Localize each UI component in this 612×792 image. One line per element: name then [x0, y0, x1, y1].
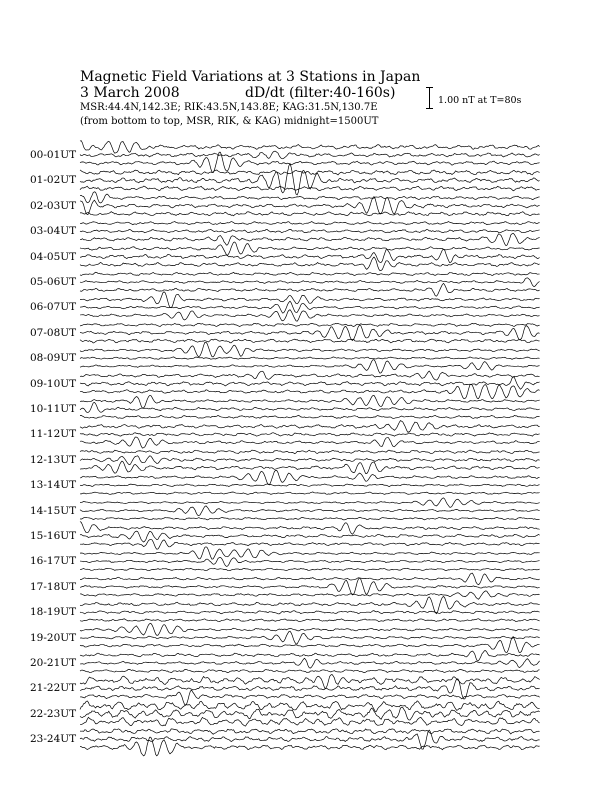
station-order-note: (from bottom to top, MSR, RIK, & KAG) midnight=1500UT	[80, 116, 379, 127]
trace-rik-04-05UT	[80, 249, 540, 262]
trace-msr-16-17UT	[80, 568, 540, 570]
trace-rik-01-02UT	[80, 164, 540, 195]
trace-msr-20-21UT	[80, 669, 540, 672]
row-label: 20-21UT	[30, 657, 77, 669]
trace-rik-10-11UT	[80, 402, 540, 412]
trace-rik-19-20UT	[80, 631, 540, 644]
trace-kag-22-23UT	[80, 701, 540, 712]
trace-rik-09-10UT	[80, 377, 540, 390]
row-label: 01-02UT	[30, 174, 77, 187]
row-label: 11-12UT	[30, 428, 77, 441]
trace-kag-20-21UT	[80, 651, 540, 661]
trace-rik-08-09UT	[80, 357, 540, 359]
trace-rik-00-01UT	[80, 151, 540, 159]
row-label: 07-08UT	[30, 326, 77, 339]
trace-kag-23-24UT	[80, 729, 540, 734]
trace-kag-00-01UT	[80, 141, 540, 154]
trace-msr-06-07UT	[80, 310, 540, 321]
trace-msr-19-20UT	[80, 637, 540, 653]
trace-rik-07-08UT	[80, 325, 540, 340]
trace-kag-17-18UT	[80, 573, 540, 585]
trace-rik-16-17UT	[80, 557, 540, 566]
row-label: 16-17UT	[30, 555, 77, 568]
row-label: 06-07UT	[30, 301, 77, 314]
row-label: 15-16UT	[30, 530, 77, 542]
trace-kag-10-11UT	[80, 395, 540, 408]
row-label: 12-13UT	[30, 453, 77, 466]
trace-kag-11-12UT	[80, 421, 540, 432]
trace-kag-21-22UT	[80, 674, 540, 688]
row-label: 05-06UT	[30, 276, 77, 288]
trace-kag-04-05UT	[80, 242, 540, 255]
chart-date: 3 March 2008	[80, 85, 180, 101]
row-label: 08-09UT	[30, 352, 77, 365]
trace-rik-02-03UT	[80, 197, 540, 215]
row-label: 02-03UT	[30, 199, 77, 212]
trace-msr-04-05UT	[80, 257, 540, 271]
scale-label: 1.00 nT at T=80s	[438, 95, 522, 106]
trace-msr-14-15UT	[80, 517, 540, 520]
trace-msr-17-18UT	[80, 591, 540, 599]
trace-msr-05-06UT	[80, 283, 540, 296]
trace-kag-06-07UT	[80, 292, 540, 308]
row-label: 22-23UT	[30, 707, 77, 720]
trace-msr-15-16UT	[80, 539, 540, 549]
trace-rik-03-04UT	[80, 229, 540, 232]
trace-rik-22-23UT	[80, 707, 540, 720]
trace-msr-12-13UT	[80, 461, 540, 474]
trace-msr-07-08UT	[80, 339, 540, 343]
trace-msr-13-14UT	[80, 492, 540, 494]
trace-kag-13-14UT	[80, 470, 540, 484]
trace-msr-08-09UT	[80, 360, 540, 374]
trace-rik-14-15UT	[80, 506, 540, 516]
trace-kag-16-17UT	[80, 547, 540, 560]
trace-rik-21-22UT	[80, 679, 540, 699]
row-label: 21-22UT	[30, 682, 77, 695]
row-label: 17-18UT	[30, 580, 77, 593]
trace-kag-18-19UT	[80, 597, 540, 614]
chart-quantity: dD/dt (filter:40-160s)	[245, 85, 396, 101]
trace-msr-00-01UT	[80, 152, 540, 172]
trace-kag-08-09UT	[80, 342, 540, 357]
station-coordinates: MSR:44.4N,142.3E; RIK:43.5N,143.8E; KAG:31.5N,130.7E	[80, 102, 378, 113]
chart-title: Magnetic Field Variations at 3 Stations in Japan	[80, 69, 421, 85]
row-label: 00-01UT	[30, 149, 77, 161]
trace-msr-03-04UT	[80, 233, 540, 245]
trace-rik-20-21UT	[80, 658, 540, 668]
trace-kag-07-08UT	[80, 323, 540, 326]
trace-msr-18-19UT	[80, 619, 540, 622]
row-label: 14-15UT	[30, 504, 77, 517]
trace-kag-05-06UT	[80, 272, 540, 275]
row-label: 10-11UT	[30, 403, 77, 415]
trace-msr-02-03UT	[80, 212, 540, 216]
trace-kag-19-20UT	[80, 623, 540, 635]
trace-msr-10-11UT	[80, 415, 540, 418]
trace-kag-14-15UT	[80, 498, 540, 507]
trace-kag-02-03UT	[80, 192, 540, 203]
trace-msr-11-12UT	[80, 437, 540, 448]
trace-rik-05-06UT	[80, 278, 540, 287]
row-label: 23-24UT	[30, 733, 77, 746]
trace-rik-11-12UT	[80, 433, 540, 437]
trace-kag-01-02UT	[80, 170, 540, 175]
trace-kag-03-04UT	[80, 221, 540, 224]
row-label: 09-10UT	[30, 377, 77, 390]
trace-kag-09-10UT	[80, 371, 540, 380]
row-label: 04-05UT	[30, 250, 77, 263]
row-label: 18-19UT	[30, 606, 77, 619]
row-label: 19-20UT	[30, 631, 77, 644]
trace-rik-13-14UT	[80, 484, 540, 486]
row-label: 03-04UT	[30, 225, 77, 238]
trace-rik-18-19UT	[80, 611, 540, 614]
trace-rik-12-13UT	[80, 456, 540, 465]
row-label: 13-14UT	[30, 479, 77, 492]
trace-kag-12-13UT	[80, 450, 540, 454]
trace-msr-22-23UT	[80, 717, 540, 726]
